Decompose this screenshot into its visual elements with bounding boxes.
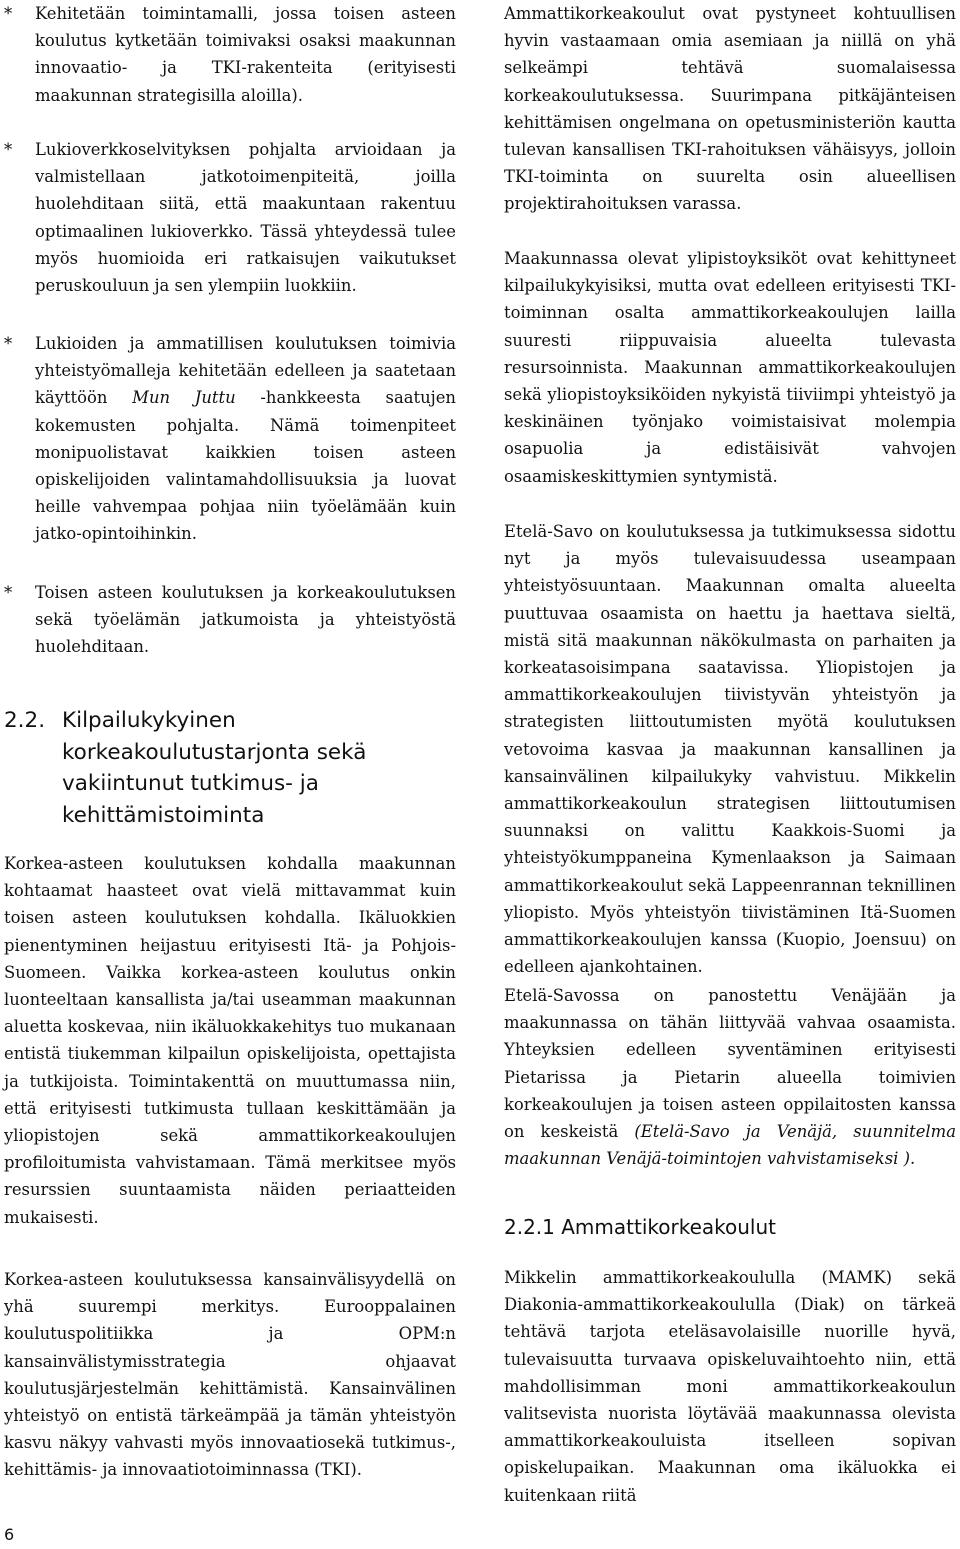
bullet-text: Lukioverkkoselvityksen pohjalta arvioidaan ja valmistellaan jatkotoimenpiteitä, joilla huolehditaan siitä, että maakuntaan rakentuu optimaalinen lukioverkko. Tässä yhteydessä tulee myös huomioida eri ratkaisujen vaikutukset peruskouluun ja sen ylempiin luokkiin.	[35, 140, 456, 296]
bullet-text: Kehitetään toimintamalli, jossa toisen asteen koulutus kytketään toimivaksi osaksi maakunnan innovaatio- ja TKI-rakenteita (erityisesti maakunnan strategisilla aloilla).	[35, 4, 456, 105]
paragraph-higher-education: Korkea-asteen koulutuksen kohdalla maakunnan kohtaamat haasteet ovat vielä mittavammat kuin toisen asteen koulutuksen kohdalla. Ikäluokkien pienentyminen heijastuu erityisesti Itä- ja Pohjois-Suomeen. Vaikka korkea-asteen koulutus onkin luonteeltaan kansallista ja/tai useamman maakunnan aluetta koskevaa, niin ikäluokkakehitys tuo mukanaan entistä tiukemman kilpailun opiskelijoista, opettajista ja tutkijoista. Toimintakenttä on muuttumassa niin, että erityisesti tutkimusta tullaan keskittämään ja yliopistojen sekä ammattikorkeakoulujen profiloitumista vahvistamaan. Tämä merkitsee myös resurssien suuntaamista näiden periaatteiden mukaisesti.	[4, 854, 456, 1227]
section-number: 2.2.	[4, 708, 46, 733]
page-number: 6	[4, 1525, 15, 1544]
bullet-text-start: Lukioiden ja ammatillisen koulutuksen toimivia yhteistyömalleja kehitetään edelleen ja saatetaan käyttöön	[35, 334, 456, 408]
bullet-text-end: -hankkeesta saatujen kokemusten pohjalta. Nämä toimenpiteet monipuolistavat kaikkien toisen asteen opiskelijoiden valintamahdollisuuksia ja luovat heille vahvempaa pohjaa niin työelämään kuin jatko-opintoihinkin.	[35, 388, 456, 544]
project-name: Mun Juttu	[132, 388, 236, 408]
section-heading	[4, 705, 456, 831]
bullet-item-3	[4, 330, 456, 548]
subsection-heading: 2.2.1 Ammattikorkeakoulut	[504, 1215, 777, 1239]
paragraph-etela-savo-cooperation: Etelä-Savo on koulutuksessa ja tutkimuksessa sidottu nyt ja myös tulevaisuudessa useampaan yhteistyösuuntaan. Maakunnan omalta alueelta puuttuvaa osaamista on haettu ja haettava sieltä, mistä sitä maakunnan näkökulmasta on parhaiten ja korkeatasoisimpana saatavissa. Yliopistojen ja ammattikorkeakoulujen tiivistyvän yhteistyön ja strategisten liittoutumisten myötä koulutuksen vetovoima kasvaa ja maakunnan kansallinen ja kansainvälinen kilpailukyky vahvistuu. Mikkelin ammattikorkeakoulun strategisen liittoutumisen suunnaksi on valittu Kaakkois-Suomi ja yhteistyökumppaneina Kymenlaakson ja Saimaan ammattikorkeakoulut sekä Lappeenrannan teknillinen yliopisto. Myös yhteistyön tiivistäminen Itä-Suomen ammattikorkeakoulujen kanssa (Kuopio, Joensuu) on edelleen ajankohtainen.	[504, 522, 956, 977]
paragraph-universities-of-applied-sciences: Ammattikorkeakoulut ovat pystyneet kohtuullisen hyvin vastaamaan omia asemiaan ja niillä on yhä selkeämpi tehtävä suomalaisessa korkeakoulutuksessa. Suurimpana pitkäjänteisen kehittämisen ongelmana on opetusministeriön kautta tulevan kansallisen TKI-rahoituksen vähäisyys, jolloin TKI-toiminta on suurelta osin alueellisen projektirahoituksen varassa.	[504, 4, 956, 214]
paragraph-russia	[504, 982, 956, 1172]
section-title: Kilpailukykyinen korkeakoulutustarjonta sekä vakiintunut tutkimus- ja kehittämistoiminta	[62, 708, 367, 828]
bullet-text: Toisen asteen koulutuksen ja korkeakoulutuksen sekä työelämän jatkumoista ja yhteistyöstä huolehditaan.	[35, 583, 456, 657]
bullet-item-2	[4, 136, 456, 299]
paragraph-internationalization: Korkea-asteen koulutuksessa kansainvälisyydellä on yhä suurempi merkitys. Eurooppalainen koulutuspolitiikka ja OPM:n kansainvälistymisstrategia ohjaavat koulutusjärjestelmän kehittämistä. Kansainvälinen yhteistyö on entistä tärkeämpää ja tämän yhteistyön kasvu näkyy vahvasti myös innovaatiosekä tutkimus-, kehittämis- ja innovaatiotoiminnassa (TKI).	[4, 1270, 456, 1480]
bullet-mark: *	[4, 334, 13, 353]
bullet-item-4	[4, 579, 456, 661]
bullet-mark: *	[4, 140, 13, 159]
bullet-mark: *	[4, 583, 13, 602]
plan-reference: (Etelä-Savo ja Venäjä, suunnitelma maakunnan Venäjä-toimintojen vahvistamiseksi ).	[504, 1122, 956, 1169]
paragraph-university-units: Maakunnassa olevat ylipistoyksiköt ovat kehittyneet kilpailukykyisiksi, mutta ovat edelleen erityisesti TKI-toiminnan osalta ammattikorkeakoulujen lailla suuresti riippuvaisia alueelta tulevasta resursoinnista. Maakunnan ammattikorkeakoulujen sekä yliopistoyksiköiden nykyistä tiiviimpi yhteistyö ja keskinäinen työnjako voimistaisivat molempia osapuolia ja edistäisivät vahvojen osaamiskeskittymien syntymistä.	[504, 249, 956, 486]
bullet-mark: *	[4, 4, 13, 23]
paragraph-russia-text: Etelä-Savossa on panostettu Venäjään ja maakunnassa on tähän liittyvää vahvaa osaamista. Yhteyksien edelleen syventäminen erityisesti Pietarissa ja Pietarin alueella toimivien korkeakoulujen ja toisen asteen oppilaitosten kanssa on keskeistä	[504, 986, 956, 1142]
paragraph-mamk-diak: Mikkelin ammattikorkeakoululla (MAMK) sekä Diakonia-ammattikorkeakoululla (Diak) on tärkeä tehtävä tarjota eteläsavolaisille nuorille hyvä, tulevaisuutta turvaava opiskeluvaihtoehto niin, että mahdollisimman moni ammattikorkeakoulun valitsevista nuorista löytävää maakunnassa olevista ammattikorkeakouluista itselleen sopivan opiskelupaikan. Maakunnan oma ikäluokka ei kuitenkaan riitä	[504, 1268, 956, 1505]
bullet-item-1	[4, 0, 456, 109]
